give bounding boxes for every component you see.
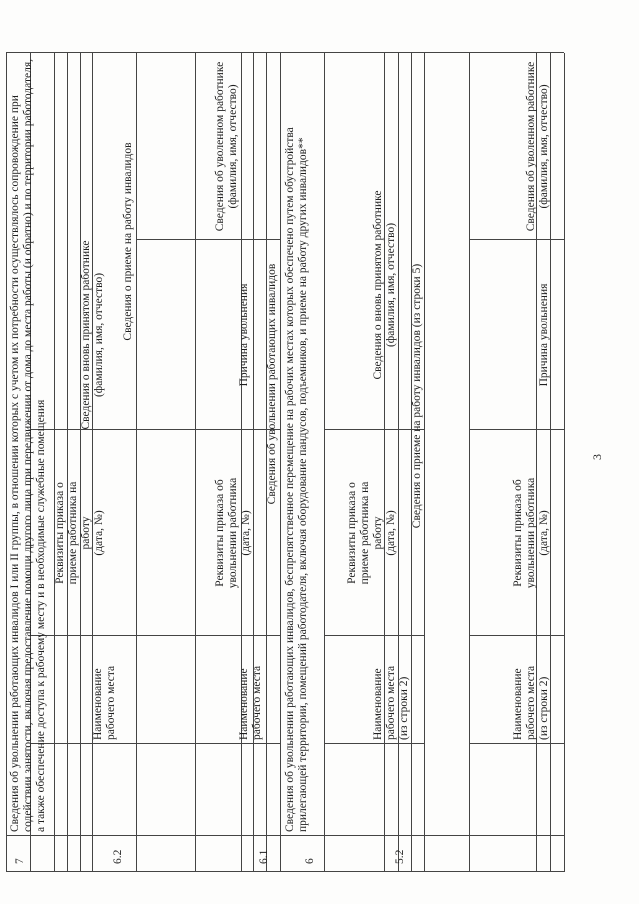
column-header: Сведения о вновь принятом работнике (фамилия, имя, отчество) [372,190,397,380]
column-header: Наименование рабочего места (из строки 2) [512,665,550,740]
row-divider [253,53,254,872]
column-divider [136,743,280,744]
section-title: Сведения о приеме на работу инвалидов [122,142,134,341]
column-header: Сведения об уволенном работнике (фамилия, имя, отчество) [214,61,239,232]
section-divider [469,53,470,872]
section-title: Сведения об увольнении работающих инвалидов [266,263,278,505]
section-divider [280,53,281,872]
section-number: 6 [304,858,316,864]
table-right-border [6,52,564,53]
section-number: 6.2 [112,849,124,864]
column-header: Реквизиты приказа об увольнении работника (дата, №) [214,477,252,589]
page-number: 3 [590,454,604,460]
section-number: 5.2 [394,849,406,864]
table-top-border [6,53,7,872]
table-bottom-border [564,53,565,872]
section-number: 7 [14,858,26,864]
section-divider [136,53,137,872]
column-divider [6,835,30,836]
column-header: Наименование рабочего места (из строки 2) [372,665,410,740]
column-header: Реквизиты приказа о приеме работника на работу (дата, №) [54,481,105,585]
column-header: Реквизиты приказа об увольнении работника (дата, №) [512,477,550,589]
section-number: 6.1 [258,849,270,864]
column-header: Сведения о вновь принятом работнике (фамилия, имя, отчество) [80,240,105,430]
column-header: Наименование рабочего места [92,665,117,740]
row-divider [398,53,399,872]
section-divider [324,53,325,872]
column-divider [324,743,424,744]
number-column-border [6,835,564,836]
section-title: Сведения о приеме на работу инвалидов (из строки 5) [411,263,423,529]
column-divider [469,743,564,744]
section-divider [424,53,425,872]
section-6-text: Сведения об увольнении работающих инвалидов, беспрепятственное перемещение на рабочих местах которых обеспечено путем обустройства прилегающей территории, помещений работодателя, включая оборудование пандусов, подъемников, и приеме на работу других инвалидов** [284,127,309,832]
column-header: Реквизиты приказа о приеме работника на работу (дата, №) [346,481,397,585]
column-divider [136,239,280,240]
section-7-text: Сведения об увольнении работающих инвалидов I или II группы, в отношении которых с учетом их потребности осуществлялось сопровождение при содействии занятости, включая предоставление помощи другого лица при передвижении от дома до места работы (и обратно) и по территории работодателя, а также обеспечение доступа к рабочему месту и в необходимые служебные помещения [9,59,47,832]
column-header: Наименование рабочего места [238,665,263,740]
column-header: Причина увольнения [238,283,250,387]
table-left-border [6,871,564,872]
column-divider [136,635,280,636]
column-header: Сведения об уволенном работнике (фамилия, имя, отчество) [525,61,550,232]
column-header: Причина увольнения [538,283,550,387]
section-divider [195,53,196,872]
column-divider [136,429,280,430]
